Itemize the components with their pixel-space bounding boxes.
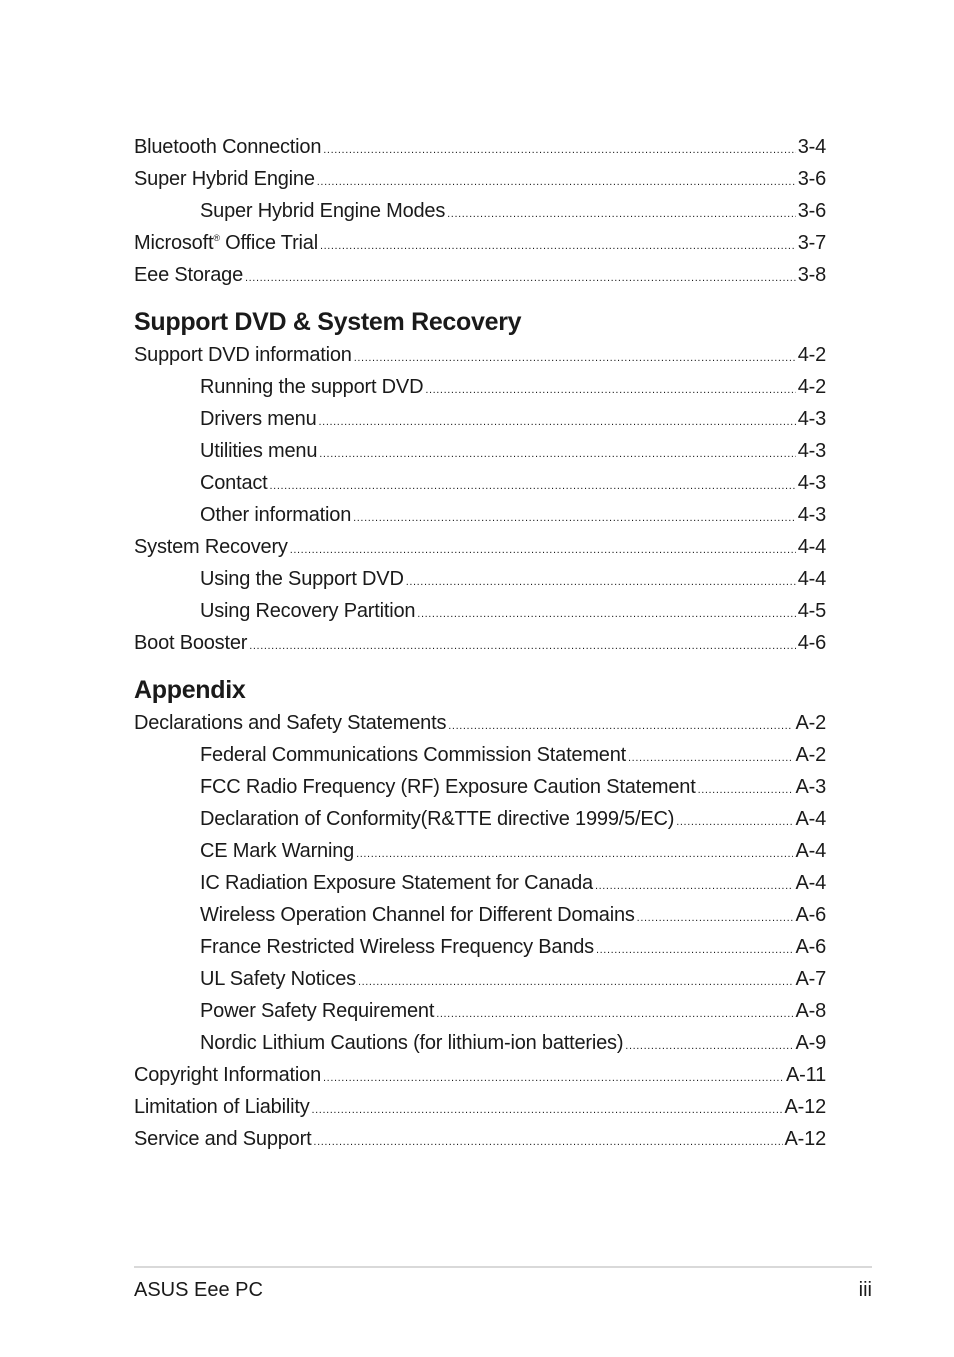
toc-entry-title: System Recovery: [134, 536, 288, 558]
toc-entry-title: [134, 227, 318, 259]
toc-entry-page: 4-4: [797, 536, 826, 558]
toc-entry-title: France Restricted Wireless Frequency Bands: [200, 936, 594, 958]
toc-subentry[interactable]: [134, 595, 826, 627]
toc-entry-title: Federal Communications Commission Statement: [200, 744, 627, 766]
toc-entry-title: Copyright Information: [134, 1064, 322, 1086]
toc-entry-title: Drivers menu: [200, 408, 317, 430]
toc-subentry[interactable]: [134, 899, 826, 931]
toc-entry[interactable]: [134, 627, 826, 659]
dot-leader: [596, 934, 793, 963]
toc-entry-title: Limitation of Liability: [134, 1096, 310, 1118]
toc-entry[interactable]: [134, 227, 826, 259]
toc-subentry[interactable]: [134, 435, 826, 467]
toc-entry-title-main: Microsoft: [134, 232, 214, 254]
dot-leader: [676, 806, 793, 835]
toc-entry-page: A-6: [795, 904, 826, 926]
toc-subentry[interactable]: [134, 467, 826, 499]
dot-leader: [698, 774, 794, 803]
toc-entry-title: Boot Booster: [134, 632, 248, 654]
toc-entry[interactable]: [134, 131, 826, 163]
toc-subentry[interactable]: [134, 195, 826, 227]
dot-leader: [317, 166, 796, 195]
toc-entry-title: Super Hybrid Engine: [134, 168, 315, 190]
toc-entry[interactable]: [134, 531, 826, 563]
dot-leader: [290, 534, 796, 563]
toc-entry-page: 4-3: [797, 504, 826, 526]
toc-entry-page: A-8: [795, 1000, 826, 1022]
toc-entry[interactable]: [134, 1091, 826, 1123]
dot-leader: [625, 1030, 793, 1059]
dot-leader: [312, 1094, 783, 1123]
toc-entry-title: Running the support DVD: [200, 376, 424, 398]
toc-entry[interactable]: [134, 1059, 826, 1091]
toc-entry-page: A-12: [784, 1128, 826, 1150]
toc-entry[interactable]: [134, 339, 826, 371]
toc-subentry[interactable]: [134, 499, 826, 531]
toc-entry[interactable]: [134, 259, 826, 291]
toc-entry-page: 3-4: [797, 136, 826, 158]
toc-entry-title: Service and Support: [134, 1128, 312, 1150]
toc-entry[interactable]: [134, 1123, 826, 1155]
toc-entry-page: 3-6: [797, 168, 826, 190]
registered-mark: ®: [213, 233, 220, 243]
toc-entry-title: Wireless Operation Channel for Different Domains: [200, 904, 635, 926]
toc-entry-page: A-2: [795, 744, 826, 766]
dot-leader: [637, 902, 794, 931]
toc-entry-title: Using the Support DVD: [200, 568, 404, 590]
toc-entry-page: 4-3: [797, 440, 826, 462]
toc-entry-page: A-3: [795, 776, 826, 798]
toc-entry-title: Declaration of Conformity(R&TTE directive 1999/5/EC): [200, 808, 675, 830]
toc-entry-page: A-2: [795, 712, 826, 734]
toc-subentry[interactable]: [134, 835, 826, 867]
toc-entry-page: 3-7: [797, 232, 826, 254]
toc-entry[interactable]: [134, 707, 826, 739]
toc-entry-title: Contact: [200, 472, 268, 494]
dot-leader: [354, 342, 796, 371]
toc-entry-page: A-9: [795, 1032, 826, 1054]
toc-entry-title: Power Safety Requirement: [200, 1000, 435, 1022]
toc-entry-title-rest: Office Trial: [219, 232, 318, 254]
toc-entry-title: IC Radiation Exposure Statement for Canada: [200, 872, 593, 894]
dot-leader: [436, 998, 793, 1027]
toc-entry-title: Eee Storage: [134, 264, 243, 286]
toc-entry-title: Utilities menu: [200, 440, 318, 462]
toc-entry-page: A-12: [784, 1096, 826, 1118]
footer-page-number: iii: [858, 1279, 872, 1301]
dot-leader: [245, 262, 796, 291]
toc-entry-title: Support DVD information: [134, 344, 352, 366]
section-heading-appendix: Appendix: [134, 676, 246, 704]
dot-leader: [313, 1126, 782, 1155]
toc-entry-title: Other information: [200, 504, 352, 526]
dot-leader: [628, 742, 793, 771]
footer-divider: [134, 1266, 872, 1268]
dot-leader: [595, 870, 794, 899]
toc-entry-title: Nordic Lithium Cautions (for lithium-ion batteries): [200, 1032, 624, 1054]
toc-entry-title: FCC Radio Frequency (RF) Exposure Caution Statement: [200, 776, 696, 798]
dot-leader: [356, 838, 793, 867]
toc-entry-title: Super Hybrid Engine Modes: [200, 200, 446, 222]
toc-entry-title: CE Mark Warning: [200, 840, 355, 862]
toc-entry[interactable]: [134, 163, 826, 195]
toc-subentry[interactable]: [134, 995, 826, 1027]
toc-entry-page: 4-3: [797, 408, 826, 430]
footer-product-name: ASUS Eee PC: [134, 1279, 263, 1301]
dot-leader: [448, 710, 793, 739]
toc-entry-title: UL Safety Notices: [200, 968, 356, 990]
dot-leader: [417, 598, 795, 627]
toc-entry-title: Bluetooth Connection: [134, 136, 322, 158]
toc-entry-page: 4-2: [797, 344, 826, 366]
table-of-contents: [134, 131, 826, 1155]
toc-entry-page: 3-8: [797, 264, 826, 286]
dot-leader: [270, 470, 796, 499]
toc-entry-page: 4-6: [797, 632, 826, 654]
dot-leader: [320, 230, 796, 259]
toc-subentry[interactable]: [134, 563, 826, 595]
dot-leader: [358, 966, 794, 995]
toc-entry-title: Using Recovery Partition: [200, 600, 416, 622]
toc-subentry[interactable]: [134, 403, 826, 435]
dot-leader: [425, 374, 795, 403]
toc-entry-page: A-4: [795, 840, 826, 862]
dot-leader: [249, 630, 795, 659]
dot-leader: [319, 438, 795, 467]
toc-subentry[interactable]: [134, 803, 826, 835]
toc-entry-page: A-4: [795, 872, 826, 894]
toc-entry-title: Declarations and Safety Statements: [134, 712, 447, 734]
dot-leader: [323, 1062, 784, 1091]
toc-entry-page: A-7: [795, 968, 826, 990]
toc-entry-page: A-6: [795, 936, 826, 958]
toc-entry-page: 4-2: [797, 376, 826, 398]
toc-subentry[interactable]: [134, 739, 826, 771]
dot-leader: [406, 566, 796, 595]
toc-entry-page: A-4: [795, 808, 826, 830]
toc-entry-page: 4-4: [797, 568, 826, 590]
toc-subentry[interactable]: [134, 867, 826, 899]
toc-subentry[interactable]: [134, 371, 826, 403]
section-heading-support: Support DVD & System Recovery: [134, 308, 522, 336]
toc-subentry[interactable]: [134, 963, 826, 995]
toc-entry-page: 4-5: [797, 600, 826, 622]
toc-subentry[interactable]: [134, 1027, 826, 1059]
toc-subentry[interactable]: [134, 931, 826, 963]
toc-entry-page: A-11: [786, 1064, 826, 1086]
dot-leader: [447, 198, 796, 227]
dot-leader: [323, 134, 795, 163]
toc-entry-page: 4-3: [797, 472, 826, 494]
dot-leader: [353, 502, 796, 531]
toc-entry-page: 3-6: [797, 200, 826, 222]
dot-leader: [319, 406, 796, 435]
toc-subentry[interactable]: [134, 771, 826, 803]
